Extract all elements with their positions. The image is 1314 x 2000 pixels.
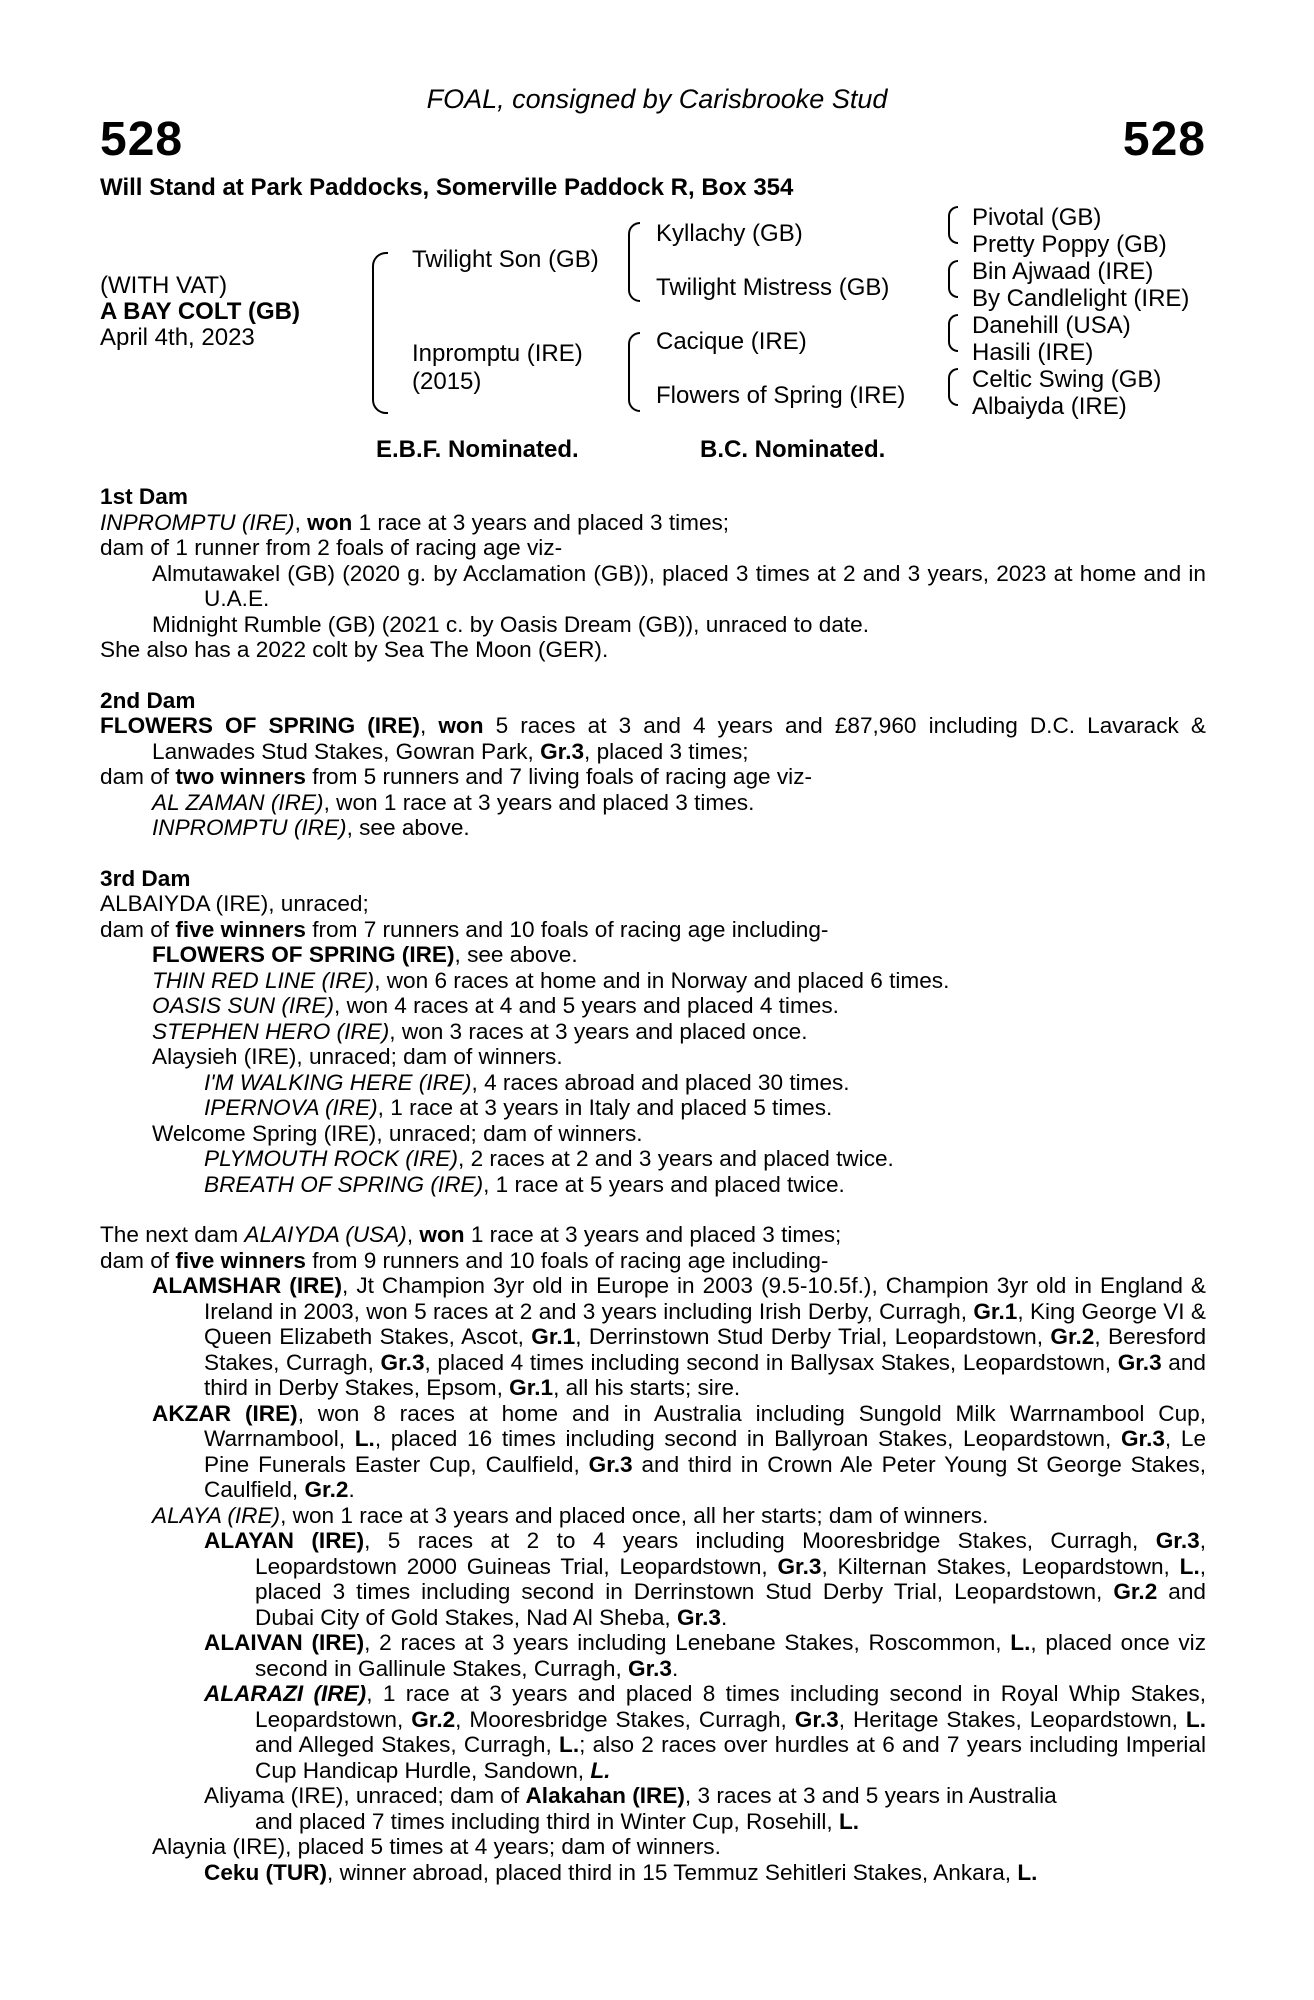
pedigree-brace-main <box>372 252 388 414</box>
produce-entry: ALAIVAN (IRE), 2 races at 3 years including Lenebane Stakes, Roscommon, L., placed once viz second in Gallinule Stakes, Curragh, Gr.3. <box>204 1630 1206 1681</box>
pedigree-brace-g3 <box>948 314 958 352</box>
produce-entry: PLYMOUTH ROCK (IRE), 2 races at 2 and 3 years and placed twice. <box>204 1146 894 1171</box>
produce-entry: Alaysieh (IRE), unraced; dam of winners. <box>152 1044 563 1069</box>
produce-entry: ALAYA (IRE), won 1 race at 3 years and placed once, all her starts; dam of winners. <box>152 1502 989 1528</box>
produce-entry: ALAMSHAR (IRE), Jt Champion 3yr old in Europe in 2003 (9.5-10.5f.), Champion 3yr old in England & Ireland in 2003, won 5 races at 2 and 3 years including Irish Derby, Curragh, Gr.1, King George VI & Queen Elizabeth Stakes, Ascot, Gr.1, Derrinstown Stud Derby Trial, Leopardstown, Gr.2, Beresford Stakes, Curragh, Gr.3, placed 4 times including second in Ballysax Stakes, Leopardstown, Gr.3 and third in Derby Stakes, Epsom, Gr.1, all his starts; sire. <box>152 1273 1207 1400</box>
gen3-3: Bin Ajwaad (IRE) <box>972 258 1154 285</box>
dam-dam: Flowers of Spring (IRE) <box>656 382 906 409</box>
produce-entry: AKZAR (IRE), won 8 races at home and in Australia including Sungold Milk Warrnambool Cup, Warrnambool, L., placed 16 times including second in Ballyroan Stakes, Leopardstown, Gr.3, Le Pine Funerals Easter Cup, Caulfield, Gr.3 and third in Crown Ale Peter Young St George Stakes, Caulfield, Gr.2. <box>152 1400 1207 1502</box>
produce-entry: Almutawakel (GB) (2020 g. by Acclamation (GB)), placed 3 times at 2 and 3 years, 2023 at home and in U.A.E. <box>152 560 1206 611</box>
dam3-record: ALBAIYDA (IRE), unraced; <box>100 891 369 916</box>
gen3-6: Hasili (IRE) <box>972 339 1094 366</box>
pedigree-brace-g4 <box>948 368 958 406</box>
produce-entry: IPERNOVA (IRE), 1 race at 3 years in Italy and placed 5 times. <box>204 1095 833 1120</box>
dam2-record: FLOWERS OF SPRING (IRE), won 5 races at 3 and 4 years and £87,960 including D.C. Lavarack & Lanwades Stud Stakes, Gowran Park, Gr.3, placed 3 times; <box>100 713 1206 764</box>
gen3-1: Pivotal (GB) <box>972 204 1102 231</box>
consignor-title: FOAL, consigned by Carisbrooke Stud <box>426 84 888 114</box>
section-heading-3rd-dam: 3rd Dam <box>100 865 191 891</box>
produce-entry: THIN RED LINE (IRE), won 6 races at home and in Norway and placed 6 times. <box>152 967 950 993</box>
produce-entry: AL ZAMAN (IRE), won 1 race at 3 years and placed 3 times. <box>152 789 755 815</box>
gen3-4: By Candlelight (IRE) <box>972 285 1190 312</box>
next-dam-produce-summary: dam of five winners from 9 runners and 10 foals of racing age including- <box>100 1247 829 1273</box>
pedigree-brace-dam <box>628 332 640 412</box>
pedigree-brace-g2 <box>948 260 958 298</box>
dam1-record: INPROMPTU (IRE), won 1 race at 3 years and placed 3 times; <box>100 509 730 535</box>
produce-entry: Aliyama (IRE), unraced; dam of Alakahan (IRE), 3 races at 3 and 5 years in Australia and placed 7 times including third in Winter Cup, Rosehill, L. <box>204 1783 1057 1834</box>
section-heading-1st-dam: 1st Dam <box>100 484 188 509</box>
ebf-nomination: E.B.F. Nominated. <box>376 436 579 463</box>
next-dam-record: The next dam ALAIYDA (USA), won 1 race at 3 years and placed 3 times; <box>100 1222 842 1247</box>
gen3-2: Pretty Poppy (GB) <box>972 231 1167 258</box>
produce-entry: STEPHEN HERO (IRE), won 3 races at 3 years and placed once. <box>152 1018 808 1044</box>
produce-record <box>100 484 1206 1885</box>
produce-entry: ALAYAN (IRE), 5 races at 2 to 4 years including Mooresbridge Stakes, Curragh, Gr.3, Leopardstown 2000 Guineas Trial, Leopardstown, Gr.3, Kilternan Stakes, Leopardstown, L., placed 3 times including second in Derrinstown Stud Derby Trial, Leopardstown, Gr.2 and Dubai City of Gold Stakes, Nad Al Sheba, Gr.3. <box>204 1528 1207 1630</box>
dam-sire: Cacique (IRE) <box>656 328 807 355</box>
produce-entry: Welcome Spring (IRE), unraced; dam of winners. <box>152 1120 643 1146</box>
dam: Inpromptu (IRE) <box>412 340 583 367</box>
vat-note: (WITH VAT) <box>100 272 228 299</box>
produce-entry: INPROMPTU (IRE), see above. <box>152 815 470 840</box>
sire: Twilight Son (GB) <box>412 246 599 273</box>
gen3-8: Albaiyda (IRE) <box>972 393 1127 420</box>
sire-dam: Twilight Mistress (GB) <box>656 274 890 301</box>
produce-entry: OASIS SUN (IRE), won 4 races at 4 and 5 years and placed 4 times. <box>152 993 839 1018</box>
produce-entry: I'M WALKING HERE (IRE), 4 races abroad and placed 30 times. <box>204 1069 850 1095</box>
gen3-7: Celtic Swing (GB) <box>972 366 1162 393</box>
pedigree-brace-sire <box>628 222 640 302</box>
bc-nomination: B.C. Nominated. <box>700 436 886 463</box>
produce-entry: FLOWERS OF SPRING (IRE), see above. <box>152 942 578 967</box>
lot-number-left: 528 <box>100 113 184 166</box>
dam2-produce-summary: dam of two winners from 5 runners and 7 living foals of racing age viz- <box>100 764 813 789</box>
gen3-5: Danehill (USA) <box>972 312 1131 339</box>
dam-year: (2015) <box>412 368 482 395</box>
produce-entry: Midnight Rumble (GB) (2021 c. by Oasis Dream (GB)), unraced to date. <box>152 611 869 637</box>
dam1-produce-summary: dam of 1 runner from 2 foals of racing age viz- <box>100 535 563 560</box>
horse-name: A BAY COLT (GB) <box>100 298 301 325</box>
lot-number-right: 528 <box>1122 113 1206 166</box>
sire-sire: Kyllachy (GB) <box>656 220 803 247</box>
produce-entry: Alaynia (IRE), placed 5 times at 4 years; dam of winners. <box>152 1834 721 1859</box>
dam3-produce-summary: dam of five winners from 7 runners and 10 foals of racing age including- <box>100 916 829 942</box>
pedigree-brace-g1 <box>948 206 958 244</box>
produce-entry: BREATH OF SPRING (IRE), 1 race at 5 years and placed twice. <box>204 1171 845 1197</box>
produce-entry: She also has a 2022 colt by Sea The Moon (GER). <box>100 637 609 662</box>
section-heading-2nd-dam: 2nd Dam <box>100 687 196 713</box>
foaling-date: April 4th, 2023 <box>100 324 255 351</box>
stand-line: Will Stand at Park Paddocks, Somerville Paddock R, Box 354 <box>100 174 794 201</box>
produce-entry: ALARAZI (IRE), 1 race at 3 years and placed 8 times including second in Royal Whip Stakes, Leopardstown, Gr.2, Mooresbridge Stakes, Curragh, Gr.3, Heritage Stakes, Leopardstown, L. and Alleged Stakes, Curragh, L.; also 2 races over hurdles at 6 and 7 years including Imperial Cup Handicap Hurdle, Sandown, L. <box>204 1681 1206 1783</box>
produce-entry: Ceku (TUR), winner abroad, placed third in 15 Temmuz Sehitleri Stakes, Ankara, L. <box>204 1859 1038 1885</box>
